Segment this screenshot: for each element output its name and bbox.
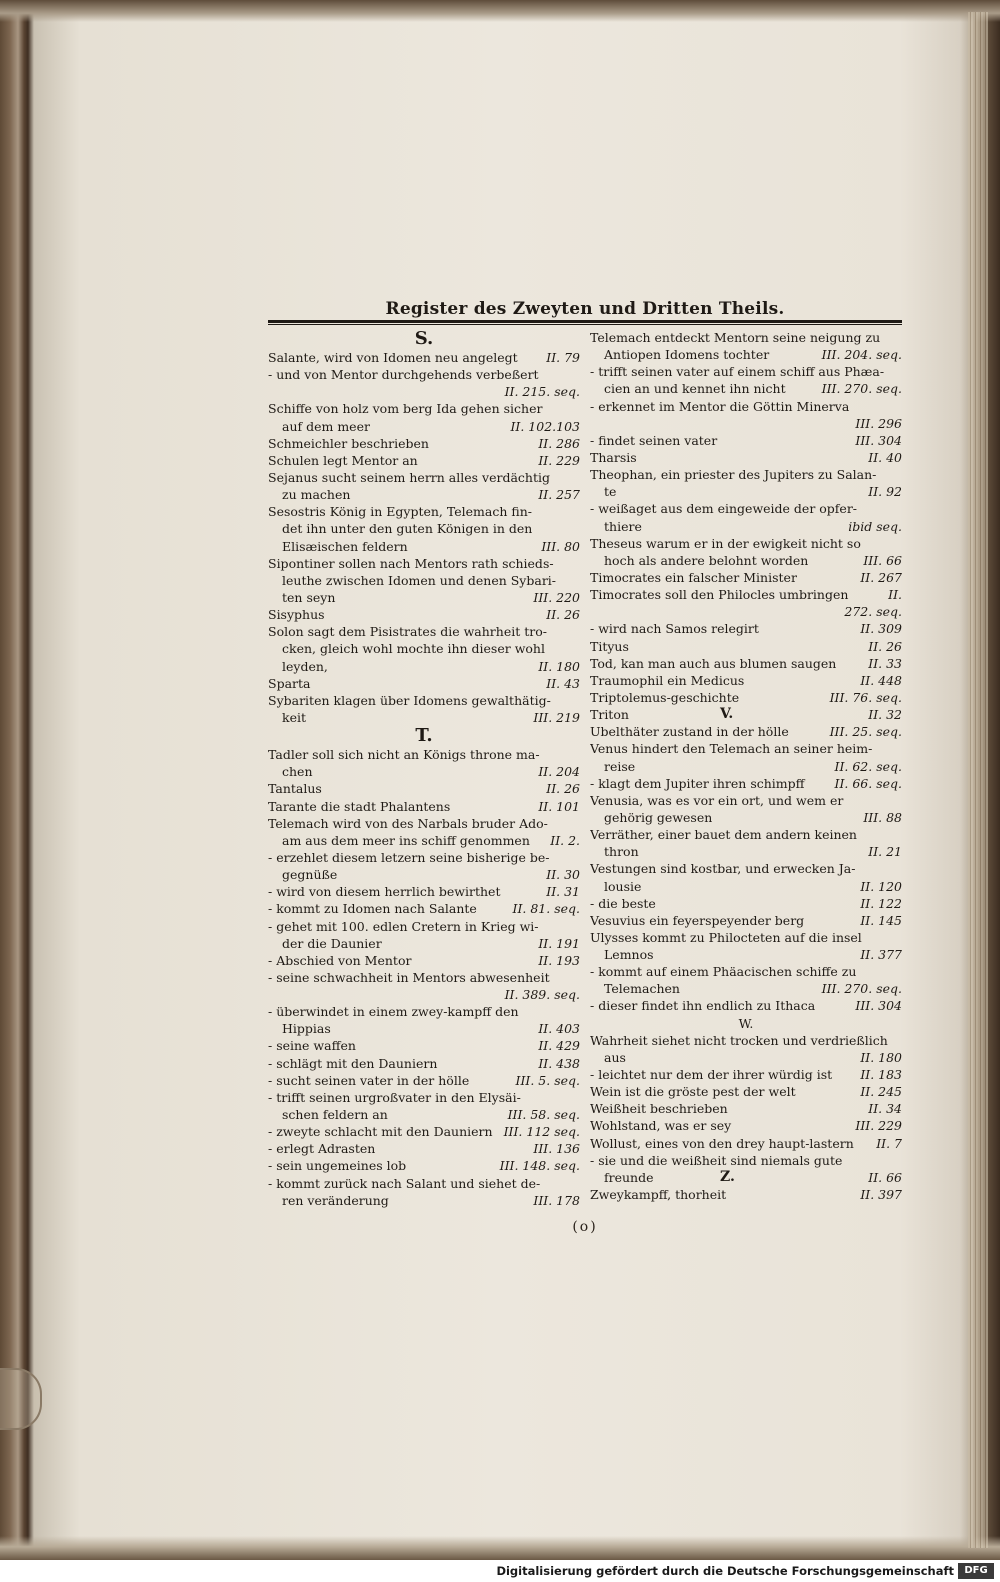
index-entry-text: Wahrheit siehet nicht trocken und verdrießlich [590,1032,888,1048]
page-reference: II. 309 [860,621,902,637]
index-line [268,986,580,1003]
index-entry-text: - sie und die weißheit sind niemals gute [590,1152,843,1168]
index-entry-text: Vestungen sind kostbar, und erwecken Ja- [590,861,856,877]
section-letter: V. [720,706,734,723]
index-entry-text: chen [282,764,313,780]
index-entry-text: Tarante die stadt Phalantens [268,798,451,814]
index-line [590,1169,902,1186]
page-reference: II. 120 [860,878,902,894]
index-entry-text: Ulysses kommt zu Philocteten auf die insel [590,929,862,945]
index-entry-text: Sejanus sucht seinem herrn alles verdächtig [268,469,550,485]
index-entry-text: lousie [604,878,642,894]
index-entry-text: Antiopen Idomens tochter [604,347,770,363]
index-line [268,763,580,780]
book-clasp [0,1368,42,1430]
index-entry-text: Vesuvius ein feyerspeyender berg [590,912,805,928]
page-reference: II. 43 [546,675,580,691]
index-line [590,1049,902,1066]
index-entry-text: Wohlstand, was er sey [590,1118,732,1134]
index-entry-text: Tadler soll sich nicht an Königs throne ma- [268,747,540,763]
index-line [590,1083,902,1100]
index-entry-text: keit [282,709,306,725]
index-entry-text: der die Daunier [282,935,382,951]
index-line [268,623,580,640]
page-reference: III. 66 [863,552,902,568]
index-line [590,758,902,775]
index-line [590,346,902,363]
index-line [590,483,902,500]
index-entry-text: hoch als andere belohnt worden [604,552,809,568]
index-entry-text: ten seyn [282,589,336,605]
page-reference: II. 397 [860,1187,902,1203]
index-entry-text: Triptolemus-geschichte [590,689,740,705]
index-line [268,349,580,366]
index-line [268,675,580,692]
page-reference: III. 304 [855,432,902,448]
index-line [590,518,902,535]
page-reference: II. 62. seq. [834,758,902,774]
index-line [268,589,580,606]
index-entry-text: - Abschied von Mentor [268,952,412,968]
index-line [590,689,902,706]
page-reference: III. 80 [541,538,580,554]
page-reference: II. 102.103 [510,418,580,434]
index-entry-text: - seine waffen [268,1038,356,1054]
index-entry-text: Telemach entdeckt Mentorn seine neigung zu [590,330,881,345]
index-line [590,1135,902,1152]
index-line [590,569,902,586]
running-header: Register des Zweyten und Dritten Theils. [385,299,785,319]
section-letter: T. [415,725,433,747]
index-entry-text: - wird nach Samos relegirt [590,621,759,637]
index-line [268,798,580,815]
index-entry-text: - findet seinen vater [590,432,718,448]
page-reference: III. 229 [855,1118,902,1134]
index-entry-text: Tod, kan man auch aus blumen saugen [590,655,837,671]
index-entry-text: Telemachen [604,981,680,997]
index-line [590,740,902,757]
index-line [268,486,580,503]
index-entry-text: Sparta [268,675,311,691]
index-entry-text: Tharsis [590,449,637,465]
index-line [268,969,580,986]
digitization-banner [0,1560,1000,1582]
index-entry-text: - sein ungemeines lob [268,1158,407,1174]
index-line [590,449,902,466]
index-line [268,935,580,952]
index-line [590,672,902,689]
page-reference: II. 180 [860,1049,902,1065]
index-line [268,538,580,555]
index-line [268,1192,580,1209]
index-entry-text: leuthe zwischen Idomen und denen Sybari- [282,572,557,588]
index-entry-text: Weißheit beschrieben [590,1101,728,1117]
page-reference: II. 215. seq. [504,384,580,400]
index-line [590,415,902,432]
index-line [590,792,902,809]
page-reference: II. 79 [546,350,580,365]
page-reference: II. 403 [538,1021,580,1037]
page-reference: 272. seq. [844,604,902,620]
index-entry-text: Sipontiner sollen nach Mentors rath schieds- [268,555,554,571]
index-line [268,418,580,435]
page-reference: III. 112 seq. [503,1124,580,1140]
index-line [590,1032,902,1049]
page-reference: II. 245 [860,1084,902,1100]
index-entry-text: - kommt auf einem Phäacischen schiffe zu [590,964,857,980]
index-line [590,706,902,723]
index-line [590,1117,902,1134]
index-entry-text: Sybariten klagen über Idomens gewalthätig- [268,692,551,708]
page-reference: III. 58. seq. [507,1107,580,1123]
page-reference: II. 40 [868,449,902,465]
page-reference: II. [888,587,902,603]
page-reference: II. 2. [550,832,580,848]
index-entry-text: - seine schwachheit in Mentors abwesenheit [268,969,550,985]
printed-page [268,300,902,1235]
page-reference: III. 304 [855,998,902,1014]
index-line [590,1066,902,1083]
index-entry-text: Tantalus [268,781,322,797]
index-entry-text: - klagt dem Jupiter ihren schimpff [590,775,805,791]
page-reference: II. 448 [860,672,902,688]
index-line [590,466,902,483]
index-line [590,878,902,895]
right-index-column [590,329,902,1209]
index-line [590,912,902,929]
index-line [590,946,902,963]
index-entry-text: Hippias [282,1021,331,1037]
index-entry-text: zu machen [282,487,351,503]
page-reference: III. 148. seq. [499,1158,580,1174]
dfg-logo: DFG [958,1563,994,1579]
index-line [268,1106,580,1123]
index-line [590,843,902,860]
page-reference: II. 267 [860,569,902,585]
index-entry-text: - wird von diesem herrlich bewirthet [268,884,501,900]
index-line [590,1100,902,1117]
index-entry-text: - zweyte schlacht mit den Dauniern [268,1124,493,1140]
index-line [268,383,580,400]
index-line [590,1152,902,1169]
index-entry-text: Timocrates soll den Philocles umbringen [590,587,849,603]
index-entry-text: leyden, [282,658,328,674]
page-reference: III. 296 [855,415,902,431]
index-entry-text: - erlegt Adrasten [268,1141,376,1157]
page-reference: II. 204 [538,764,580,780]
page-reference: II. 145 [860,912,902,928]
index-line [590,723,902,740]
index-entry-text: - trifft seinen vater auf einem schiff aus Phæa- [590,364,885,380]
index-line [268,1157,580,1174]
index-line [590,432,902,449]
page-reference: II. 26 [868,638,902,654]
page-reference: II. 26 [546,781,580,797]
index-entry-text: Venus hindert den Telemach an seiner heim- [590,741,873,757]
index-entry-text: Wollust, eines von den drey haupt-lastern [590,1135,854,1151]
index-line [268,1140,580,1157]
index-entry-text: thiere [604,518,642,534]
index-line [268,606,580,623]
dfg-notice: Digitalisierung gefördert durch die Deutsche Forschungsgemeinschaft [496,1564,954,1578]
index-line [268,832,580,849]
page-reference: ibid seq. [848,518,902,534]
page-reference: II. 193 [538,952,580,968]
index-line [268,952,580,969]
index-line [590,963,902,980]
index-line [268,520,580,537]
index-entry-text: gehörig gewesen [604,809,713,825]
index-line [590,638,902,655]
index-line [590,363,902,380]
index-entry-text: Schmeichler beschrieben [268,435,429,451]
index-line [268,555,580,572]
index-entry-text: - sucht seinen vater in der hölle [268,1072,470,1088]
page-reference: II. 389. seq. [504,987,580,1003]
index-line [268,1037,580,1054]
page-reference: II. 438 [538,1055,580,1071]
index-entry-text: cien an und kennet ihn nicht [604,381,786,397]
index-line [590,997,902,1014]
index-line [590,535,902,552]
index-line [590,826,902,843]
index-line [590,329,902,346]
header-rule-thin [268,324,902,325]
section-letter: Z. [720,1168,735,1185]
index-entry-text: - gehet mit 100. edlen Cretern in Krieg wi- [268,918,539,934]
index-entry-text: - trifft seinen urgroßvater in den Elysäi- [268,1089,521,1105]
page-reference: III. 220 [533,589,580,605]
page-footer: (o) [572,1218,598,1235]
index-line [590,895,902,912]
index-entry-text: aus [604,1049,626,1065]
index-entry-text: Venusia, was es vor ein ort, und wem er [590,792,844,808]
page-reference: II. 30 [546,867,580,883]
page-reference: II. 286 [538,435,580,451]
index-line [268,1020,580,1037]
index-line [268,746,580,763]
index-line [268,918,580,935]
page-reference: II. 31 [546,884,580,900]
index-entry-text: - erkennet im Mentor die Göttin Minerva [590,398,850,414]
index-entry-text: Traumophil ein Medicus [590,672,745,688]
index-entry-text: ren veränderung [282,1192,389,1208]
index-line [268,1123,580,1140]
index-entry-text: - erzehlet diesem letzern seine bisherige be- [268,849,550,865]
index-line [268,435,580,452]
index-entry-text: - leichtet nur dem der ihrer würdig ist [590,1067,833,1083]
index-entry-text: Tityus [590,638,629,654]
index-entry-text: gegnüße [282,867,338,883]
page-reference: III. 25. seq. [829,724,902,740]
index-line [590,809,902,826]
page-reference: III. 136 [533,1141,580,1157]
page-reference: III. 270. seq. [821,981,902,997]
index-line [268,503,580,520]
index-line [590,1186,902,1203]
index-line [590,500,902,517]
index-entry-text: - schlägt mit den Dauniern [268,1055,438,1071]
page-reference: II. 81. seq. [512,901,580,917]
index-line [268,1055,580,1072]
index-line [268,1089,580,1106]
index-entry-text: am aus dem meer ins schiff genommen [282,832,530,848]
left-index-column [268,329,580,1209]
index-entry-text: Schulen legt Mentor an [268,452,418,468]
index-line [268,709,580,726]
index-line [590,620,902,637]
page-reference: III. 219 [533,709,580,725]
index-line [268,658,580,675]
index-line [268,572,580,589]
page-reference: III. 204. seq. [821,347,902,363]
page-reference: II. 229 [538,452,580,468]
index-line [268,640,580,657]
index-entry-text: Salante, wird von Idomen neu angelegt [268,350,518,365]
index-entry-text: schen feldern an [282,1107,388,1123]
page-reference: II. 257 [538,487,580,503]
index-entry-text: - kommt zurück nach Salant und siehet de- [268,1175,541,1191]
index-entry-text: reise [604,758,636,774]
index-line [268,400,580,417]
index-line [590,552,902,569]
index-line [268,849,580,866]
index-line [268,815,580,832]
page-reference: II. 33 [868,655,902,671]
index-line [590,603,902,620]
page-reference: II. 191 [538,935,580,951]
index-line [268,866,580,883]
page-reference: II. 92 [868,484,902,500]
index-entry-text: - und von Mentor durchgehends verbeßert [268,367,539,383]
index-line [268,1072,580,1089]
index-entry-text: te [604,484,617,500]
index-line [268,900,580,917]
page-reference: II. 429 [538,1038,580,1054]
page-reference: III. 5. seq. [515,1072,580,1088]
page-reference: II. 122 [860,895,902,911]
index-entry-text: auf dem meer [282,418,370,434]
index-entry-text: freunde [604,1169,654,1185]
page-reference: II. 7 [876,1135,902,1151]
index-line [590,775,902,792]
page-reference: III. 178 [533,1192,580,1208]
index-entry-text: thron [604,844,639,860]
index-entry-text: Timocrates ein falscher Minister [590,569,797,585]
index-entry-text: Sisyphus [268,607,325,623]
page-reference: II. 32 [868,707,902,723]
index-entry-text: Triton [590,707,629,723]
index-line [268,1003,580,1020]
section-letter: S. [414,328,434,349]
index-line [590,929,902,946]
index-line [590,586,902,603]
index-line [590,380,902,397]
index-entry-text: Telemach wird von des Narbals bruder Ado- [268,815,548,831]
index-line [590,655,902,672]
index-entry-text: det ihn unter den guten Königen in den [282,521,533,537]
index-line [590,860,902,877]
page-reference: II. 377 [860,947,902,963]
page-reference: II. 26 [546,607,580,623]
header-rule [268,320,902,323]
index-line [590,398,902,415]
page-reference: III. 88 [863,809,902,825]
page-reference: II. 34 [868,1101,902,1117]
page-reference: II. 183 [860,1067,902,1083]
index-columns [268,329,902,1209]
page-reference: III. 76. seq. [829,689,902,705]
page-reference: II. 66 [868,1169,902,1185]
page-reference: II. 66. seq. [834,775,902,791]
page-reference: II. 101 [538,798,580,814]
page-fore-edge [968,12,988,1548]
index-entry-text: Zweykampff, thorheit [590,1187,727,1203]
index-line [268,780,580,797]
index-entry-text: - dieser findet ihn endlich zu Ithaca [590,998,816,1014]
page-reference: III. 270. seq. [821,381,902,397]
index-line [268,469,580,486]
page-reference: II. 21 [868,844,902,860]
index-entry-text: Wein ist die gröste pest der welt [590,1084,796,1100]
index-line [268,452,580,469]
index-entry-text: Theophan, ein priester des Jupiters zu Salan- [590,467,877,483]
index-entry-text: Theseus warum er in der ewigkeit nicht so [590,535,861,551]
index-entry-text: - weißaget aus dem eingeweide der opfer- [590,501,858,517]
index-entry-text: - überwindet in einem zwey-kampff den [268,1004,519,1020]
index-line [268,692,580,709]
index-line [590,980,902,997]
index-entry-text: cken, gleich wohl mochte ihn dieser wohl [282,641,545,657]
index-entry-text: Solon sagt dem Pisistrates die wahrheit tro- [268,624,547,640]
index-entry-text: Elisæischen feldern [282,538,408,554]
index-entry-text: Lemnos [604,947,654,963]
index-entry-text: Schiffe von holz vom berg Ida gehen sicher [268,401,543,417]
index-line [268,1175,580,1192]
index-line [268,366,580,383]
index-line [268,883,580,900]
index-entry-text: - kommt zu Idomen nach Salante [268,901,477,917]
section-letter [590,1015,902,1032]
index-entry-text: Verräther, einer bauet dem andern keinen [590,827,857,843]
index-entry-text: - die beste [590,895,656,911]
index-entry-text: W. [738,1015,754,1031]
index-entry-text: Ubelthäter zustand in der hölle [590,724,789,740]
page-reference: II. 180 [538,658,580,674]
index-entry-text: Sesostris König in Egypten, Telemach fin- [268,504,532,520]
